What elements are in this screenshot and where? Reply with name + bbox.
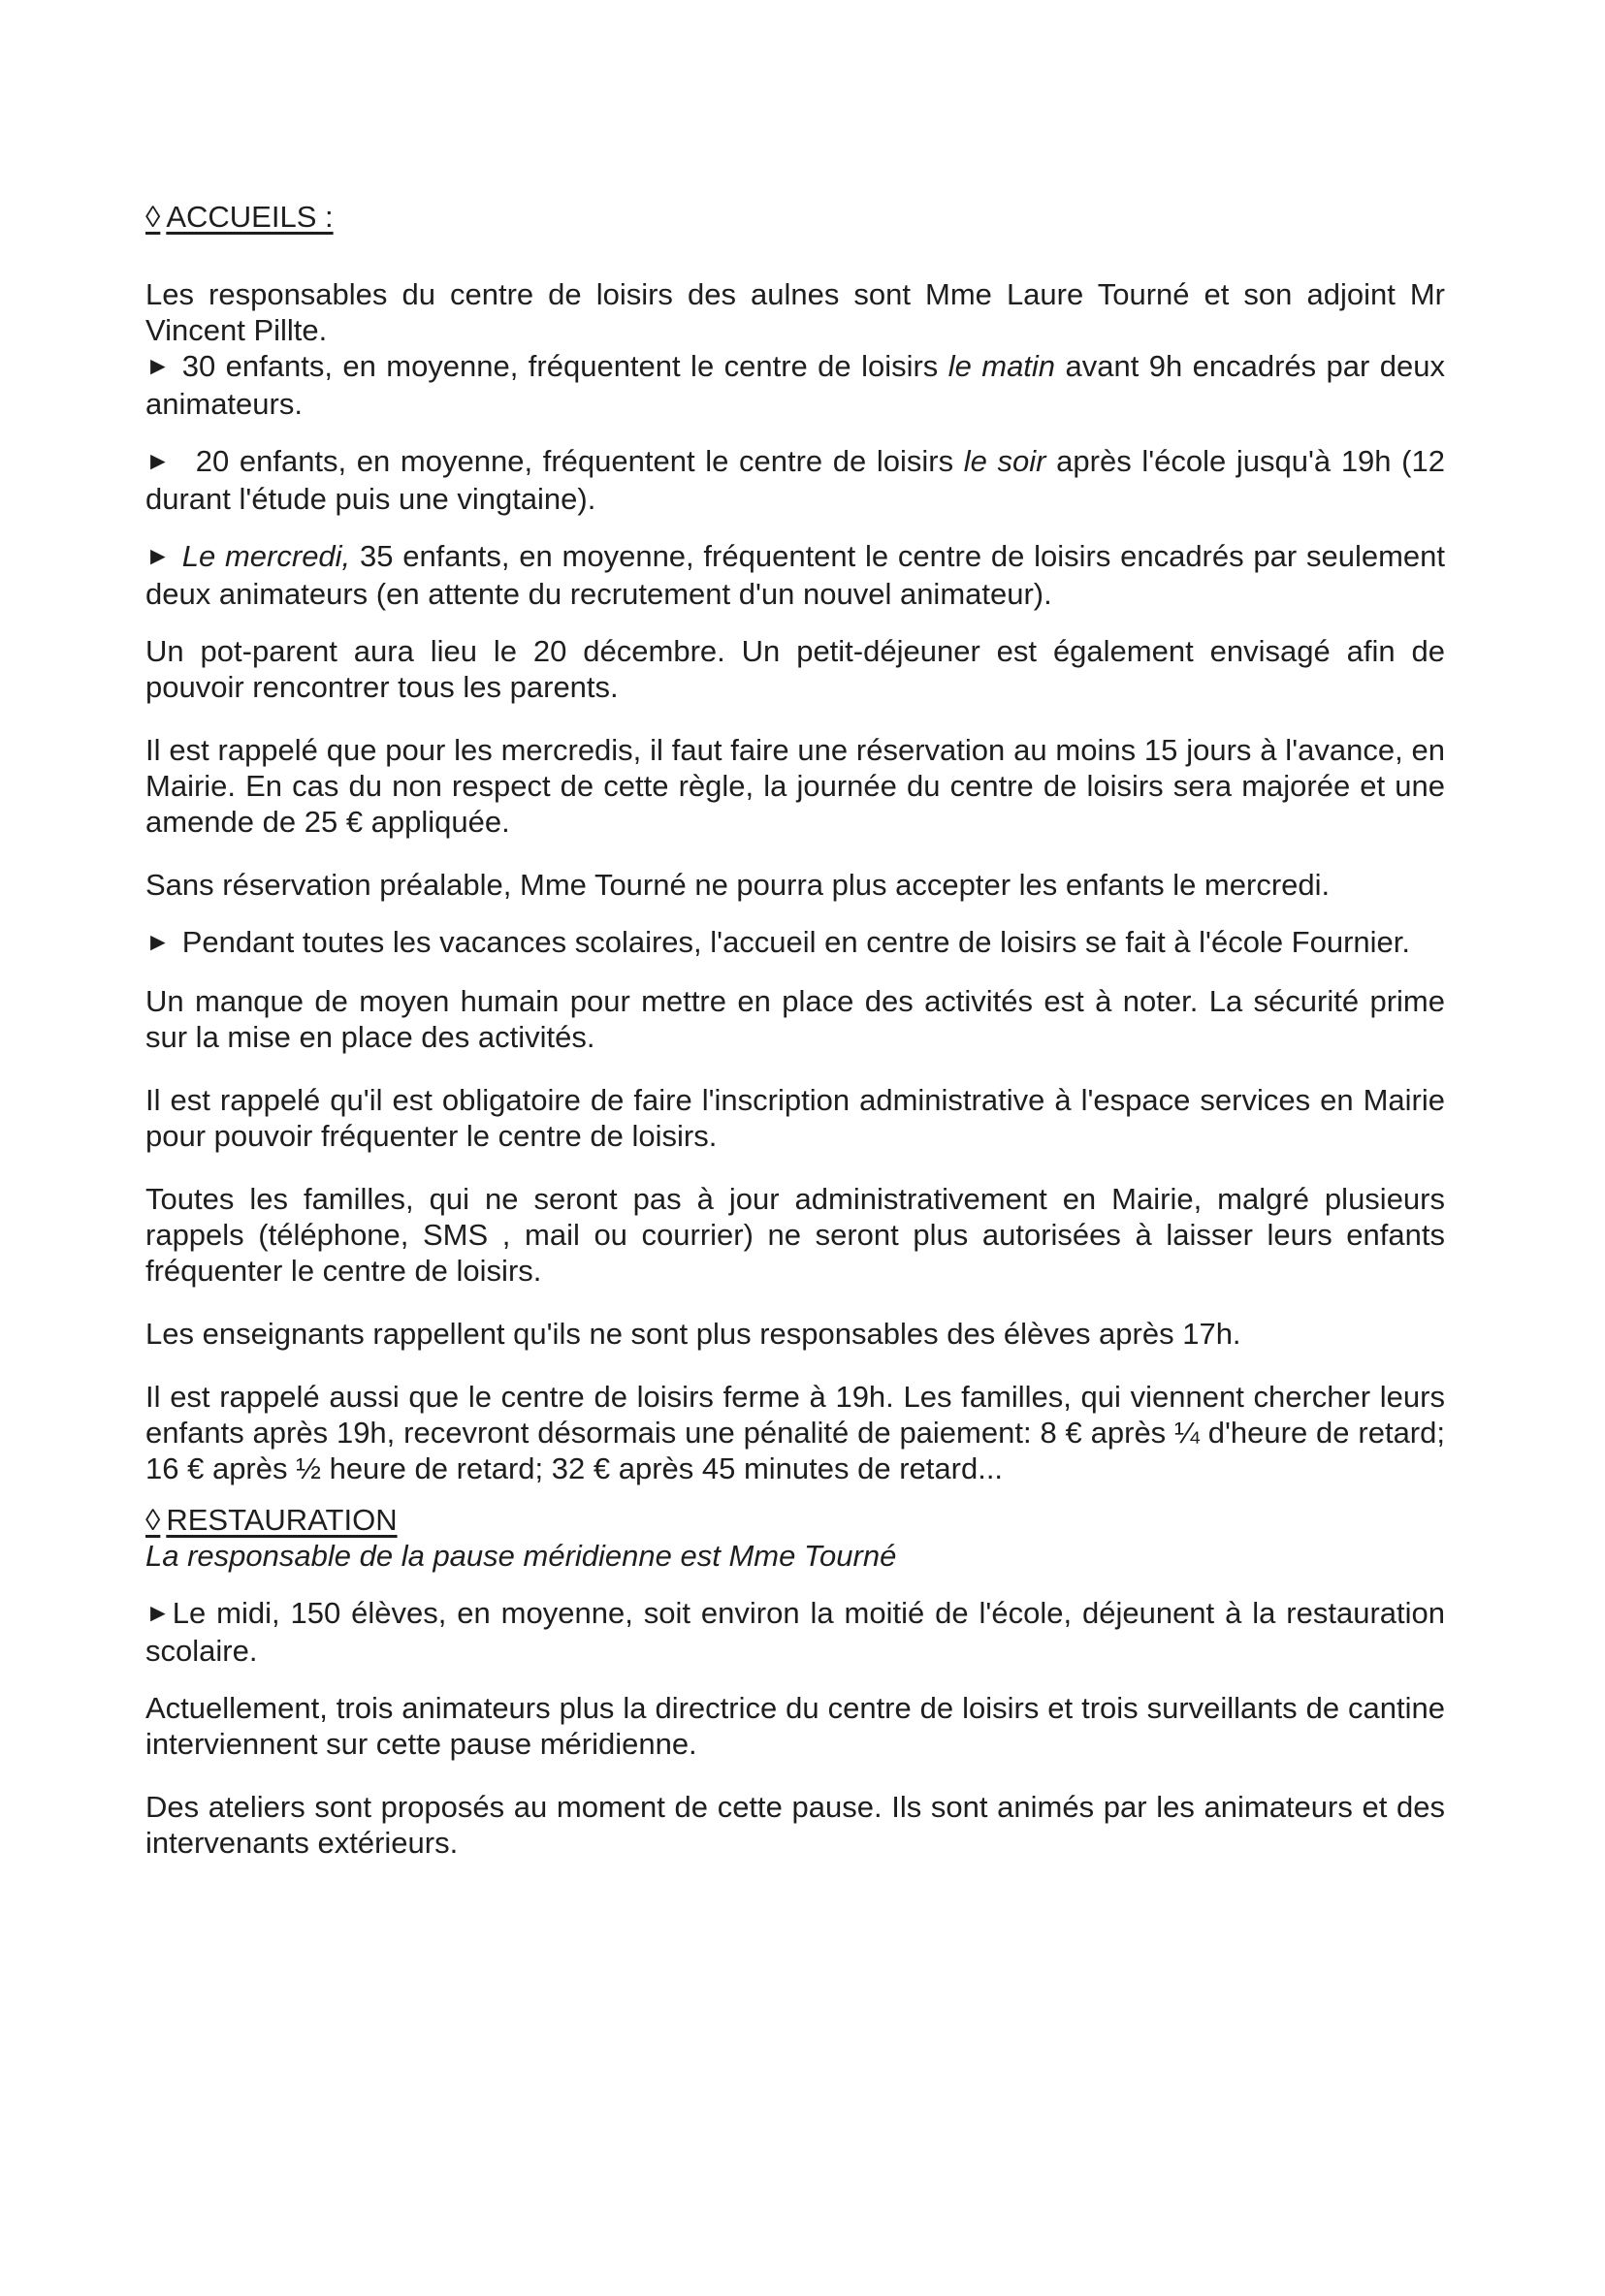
paragraph-penalite: Il est rappelé aussi que le centre de loisirs ferme à 19h. Les familles, qui viennent chercher leurs enfants après 19h, recevront désormais une pénalité de paiement: 8 € après ¼ d'heure de retard; 16 € après ½ heure de retard; 32 € après 45 minutes de retard... bbox=[145, 1380, 1445, 1485]
paragraph-midi: ►Le midi, 150 élèves, en moyenne, soit environ la moitié de l'école, déjeunent à la restauration scolaire. bbox=[145, 1596, 1445, 1668]
paragraph-pot-parent: Un pot-parent aura lieu le 20 décembre. Un petit-déjeuner est également envisagé afin de pouvoir rencontrer tous les parents. bbox=[145, 634, 1445, 704]
paragraph-moyen-humain: Un manque de moyen humain pour mettre en place des activités est à noter. La sécurité prime sur la mise en place des activités. bbox=[145, 984, 1445, 1054]
paragraph-animateurs: Actuellement, trois animateurs plus la directrice du centre de loisirs et trois surveillants de cantine interviennent sur cette pause méridienne. bbox=[145, 1691, 1445, 1761]
paragraph-familles: Toutes les familles, qui ne seront pas à jour administrativement en Mairie, malgré plusieurs rappels (téléphone, SMS , mail ou courrier) ne seront plus autorisées à laisser leurs enfants fréquenter le centre de loisirs. bbox=[145, 1182, 1445, 1288]
heading-text: ACCUEILS : bbox=[166, 200, 334, 234]
paragraph-soir: ► 20 enfants, en moyenne, fréquentent le centre de loisirs le soir après l'école jusqu'à 19h (12 durant l'étude puis une vingtaine). bbox=[145, 444, 1445, 516]
arrow-bullet-icon: ► bbox=[145, 351, 171, 380]
paragraph-ateliers: Des ateliers sont proposés au moment de cette pause. Ils sont animés par les animateurs et des intervenants extérieurs. bbox=[145, 1790, 1445, 1860]
paragraph-inscription: Il est rappelé qu'il est obligatoire de faire l'inscription administrative à l'espace services en Mairie pour pouvoir fréquenter le centre de loisirs. bbox=[145, 1083, 1445, 1153]
heading-text: RESTAURATION bbox=[166, 1503, 398, 1537]
paragraph-vacances: ► Pendant toutes les vacances scolaires, l'accueil en centre de loisirs se fait à l'école Fournier. bbox=[145, 925, 1411, 959]
paragraph-sans-reservation: Sans réservation préalable, Mme Tourné ne pourra plus accepter les enfants le mercredi. bbox=[145, 868, 1331, 902]
arrow-bullet-icon: ► bbox=[145, 541, 171, 570]
paragraph-matin: ► 30 enfants, en moyenne, fréquentent le centre de loisirs le matin avant 9h encadrés par deux animateurs. bbox=[145, 349, 1446, 421]
arrow-bullet-icon: ► bbox=[145, 927, 171, 956]
section-heading-accueils bbox=[145, 199, 1445, 235]
arrow-bullet-icon: ► bbox=[145, 446, 171, 475]
diamond-icon: ◊ bbox=[145, 200, 161, 234]
restauration-subtitle: La responsable de la pause méridienne est Mme Tourné bbox=[145, 1539, 897, 1573]
paragraph-responsables: Les responsables du centre de loisirs des aulnes sont Mme Laure Tourné et son adjoint Mr Vincent Pillte. bbox=[145, 277, 1445, 347]
section-heading-restauration bbox=[145, 1502, 1445, 1538]
diamond-icon: ◊ bbox=[145, 1503, 161, 1537]
paragraph-reservation: Il est rappelé que pour les mercredis, il faut faire une réservation au moins 15 jours à l'avance, en Mairie. En cas du non respect de cette règle, la journée du centre de loisirs sera majorée et une amende de 25 € appliquée. bbox=[145, 733, 1445, 839]
document-page bbox=[145, 199, 1445, 1861]
arrow-bullet-icon: ► bbox=[145, 1598, 171, 1627]
paragraph-mercredi: ► Le mercredi, 35 enfants, en moyenne, fréquentent le centre de loisirs encadrés par seulement deux animateurs (en attente du recrutement d'un nouvel animateur). bbox=[145, 539, 1445, 611]
paragraph-enseignants: Les enseignants rappellent qu'ils ne sont plus responsables des élèves après 17h. bbox=[145, 1317, 1241, 1351]
